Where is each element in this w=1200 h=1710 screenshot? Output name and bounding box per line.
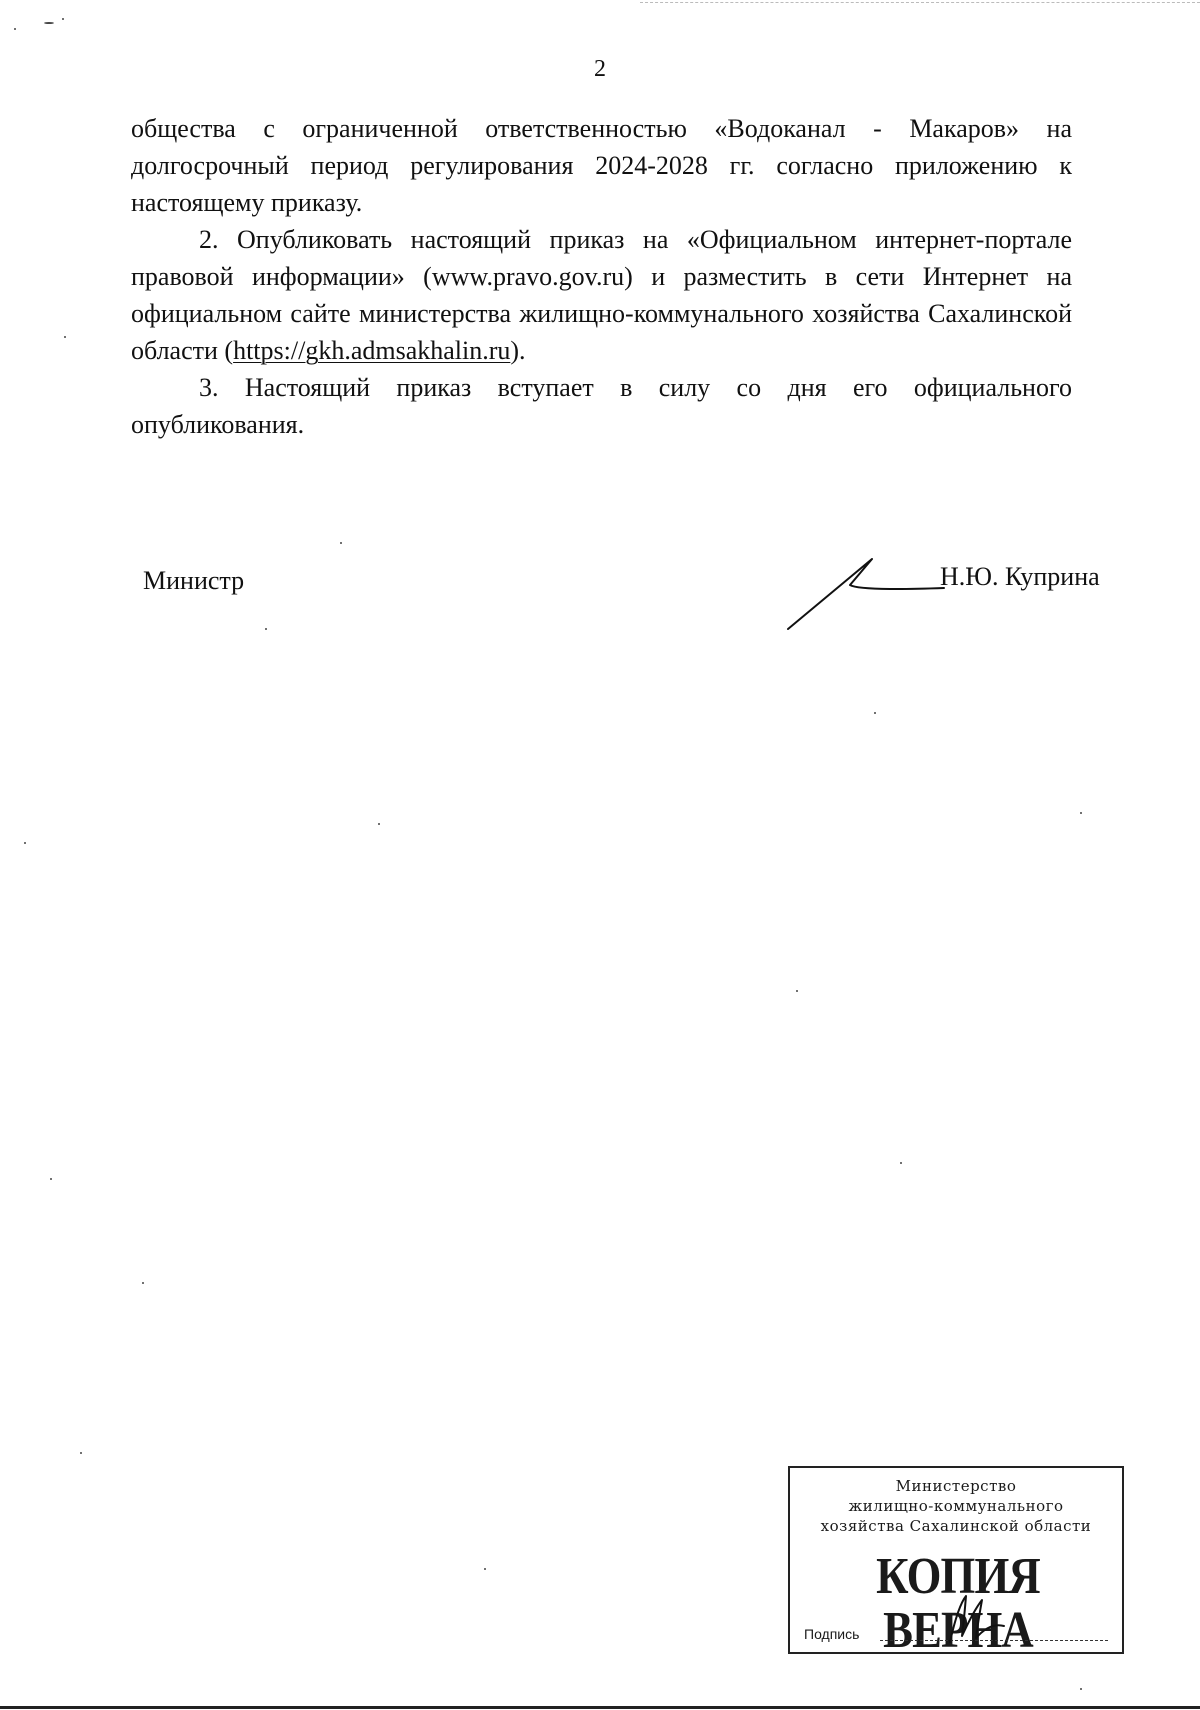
scan-speck [14, 28, 16, 30]
stamp-line-1: Министерство [895, 1477, 1017, 1495]
handwritten-signature [780, 555, 950, 635]
page-number: 2 [594, 56, 606, 82]
scan-speck [484, 1568, 486, 1570]
scan-speck [796, 990, 798, 992]
stamp-handwritten-initials [940, 1586, 1010, 1646]
paragraph-3: 3. Настоящий приказ вступает в силу со дня его официального опубликования. [131, 373, 1072, 439]
scan-speck [80, 1452, 82, 1454]
scan-speck [142, 1282, 144, 1284]
stamp-line-2: жилищно-коммунального [848, 1497, 1064, 1515]
scan-speck [340, 542, 342, 544]
stamp-line-3: хозяйства Сахалинской области [820, 1517, 1092, 1535]
stamp-heading: КОПИЯ ВЕРНА [876, 1548, 1040, 1659]
scan-speck [64, 336, 66, 338]
scan-speck [378, 823, 380, 825]
scan-speck [900, 1162, 902, 1164]
signatory-title: Министр [143, 566, 245, 595]
scan-edge-line [640, 2, 1200, 4]
website-link[interactable]: https://gkh.admsakhalin.ru [233, 336, 511, 365]
scan-speck [265, 628, 267, 630]
scan-bottom-edge [0, 1706, 1200, 1709]
document-body [131, 110, 1072, 443]
scan-speck [24, 842, 26, 844]
scan-speck [62, 18, 64, 20]
certified-copy-stamp [788, 1466, 1124, 1659]
scan-speck [1080, 1688, 1082, 1690]
paragraph-2 [131, 221, 1072, 369]
scan-speck [44, 22, 54, 24]
scan-speck [1080, 812, 1082, 814]
paragraph-1: общества с ограниченной ответственностью «Водоканал - Макаров» на долгосрочный период регулирования 2024-2028 гг. согласно приложению к настоящему приказу. [131, 114, 1072, 217]
paragraph-2-text: 2. Опубликовать настоящий приказ на «Официальном интернет-портале правовой информации» (www.pravo.gov.ru) и разместить в сети Интернет на официальном сайте министерства жилищно-коммунального хозяйства Сахалинской области ( [131, 225, 1072, 365]
scan-speck [50, 1178, 52, 1180]
scan-speck [874, 712, 876, 714]
stamp-signature-label: Подпись [804, 1626, 860, 1642]
paragraph-2-tail: ). [510, 336, 526, 365]
signatory-name: Н.Ю. Куприна [940, 562, 1100, 591]
